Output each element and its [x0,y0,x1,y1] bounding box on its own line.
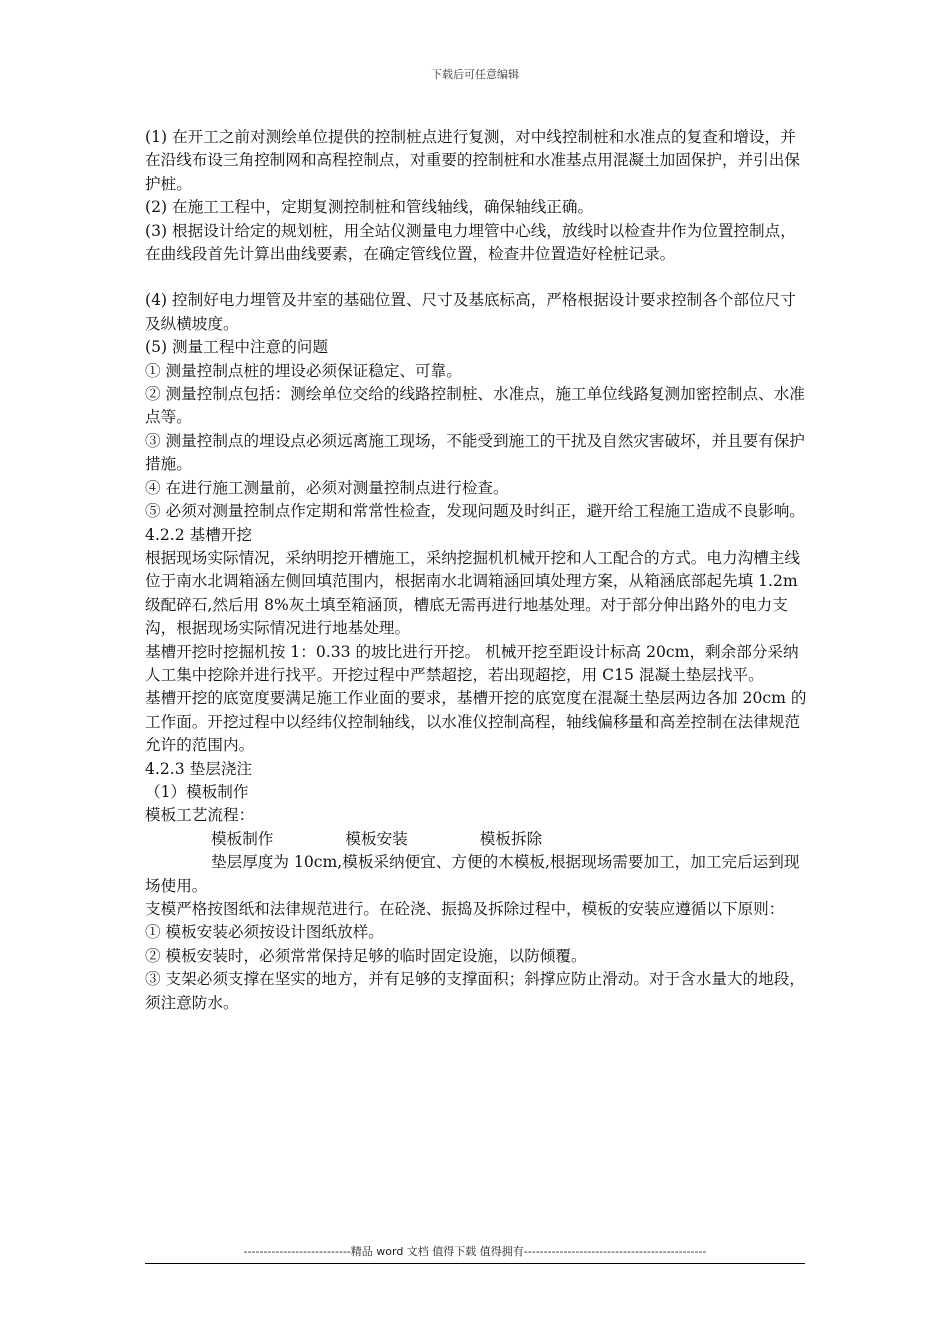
list-item: ④ 在进行施工测量前，必须对测量控制点进行检查。 [145,478,509,497]
page-footer [145,1243,805,1264]
section-heading: 4.2.2 基槽开挖 [145,525,253,544]
section-heading: 4.2.3 垫层浇注 [145,759,253,778]
paragraph: (4) 控制好电力埋管及井室的基础位置、尺寸及基底标高，严格根据设计要求控制各个部位尺寸及纵横坡度。 [145,291,796,333]
document-body [145,126,810,1015]
page-header: 下载后可任意编辑 [431,68,519,81]
footer-text: ---------------------------精品 word 文档 值得下载 值得拥有---------------------------------------------- [243,1245,707,1258]
paragraph: 根据现场实际情况，采纳明挖开槽施工，采纳挖掘机机械开挖和人工配合的方式。电力沟槽主线位于南水北调箱涵左侧回填范围内，根据南水北调箱涵回填处理方案，从箱涵底部起先填 1.2m 级配碎石,然后用 8%灰土填至箱涵顶，槽底无需再进行地基处理。对于部分伸出路外的电力支沟，根据现场实际情况进行地基处理。 [145,548,800,638]
flow-step: 模板安装 [345,829,408,848]
list-item: ② 模板安装时，必须常常保持足够的临时固定设施，以防倾覆。 [145,946,587,965]
list-item: ① 模板安装必须按设计图纸放样。 [145,923,384,942]
paragraph: (3) 根据设计给定的规划桩，用全站仪测量电力埋管中心线，放线时以检查井作为位置控制点，在曲线段首先计算出曲线要素，在确定管线位置，检查井位置造好栓桩记录。 [145,221,796,264]
list-item: ⑤ 必须对测量控制点作定期和常常性检查，发现问题及时纠正，避开给工程施工造成不良影响。 [145,502,805,521]
flow-step: 模板拆除 [479,829,543,848]
process-flow [145,828,810,851]
paragraph: (1) 在开工之前对测绘单位提供的控制桩点进行复测，对中线控制桩和水准点的复查和增设，并在沿线布设三角控制网和高程控制点，对重要的控制桩和水准基点用混凝土加固保护，并引出保护桩。 [145,128,800,193]
paragraph-text: 垫层厚度为 10cm,模板采纳便宜、方便的木模板,根据现场需要加工，加工完后运到现场使用。 [145,853,800,895]
list-item: ③ 测量控制点的埋设点必须远离施工现场，不能受到施工的干扰及自然灾害破坏，并且要有保护措施。 [145,431,805,474]
paragraph: 模板工艺流程： [145,806,255,825]
paragraph [145,851,810,898]
flow-step: 模板制作 [211,829,274,848]
paragraph: 基槽开挖的底宽度要满足施工作业面的要求，基槽开挖的底宽度在混凝土垫层两边各加 20cm 的工作面。开挖过程中以经纬仪控制轴线，以水准仪控制高程，轴线偏移量和高差控制在法律规范允许的范围内。 [145,689,807,755]
sub-heading: （1）模板制作 [145,782,249,801]
list-item: ① 测量控制点桩的埋设必须保证稳定、可靠。 [145,361,462,380]
footer-rule [145,1263,805,1264]
paragraph: (5) 测量工程中注意的问题 [145,338,328,357]
paragraph: 基槽开挖时挖掘机按 1：0.33 的坡比进行开挖。 机械开挖至距设计标高 20cm，剩余部分采纳人工集中挖除并进行找平。开挖过程中严禁超挖，若出现超挖，用 C15 混凝土垫层找平。 [145,642,799,684]
paragraph: (2) 在施工工程中，定期复测控制桩和管线轴线，确保轴线正确。 [145,198,594,217]
list-item: ② 测量控制点包括：测绘单位交给的线路控制桩、水准点，施工单位线路复测加密控制点、水准点等。 [145,385,805,427]
paragraph: 支模严格按图纸和法律规范进行。在砼浇、振捣及拆除过程中，模板的安装应遵循以下原则： [145,900,785,918]
list-item: ③ 支架必须支撑在坚实的地方，并有足够的支撑面积；斜撑应防止滑动。对于含水量大的地段，须注意防水。 [145,970,805,1012]
